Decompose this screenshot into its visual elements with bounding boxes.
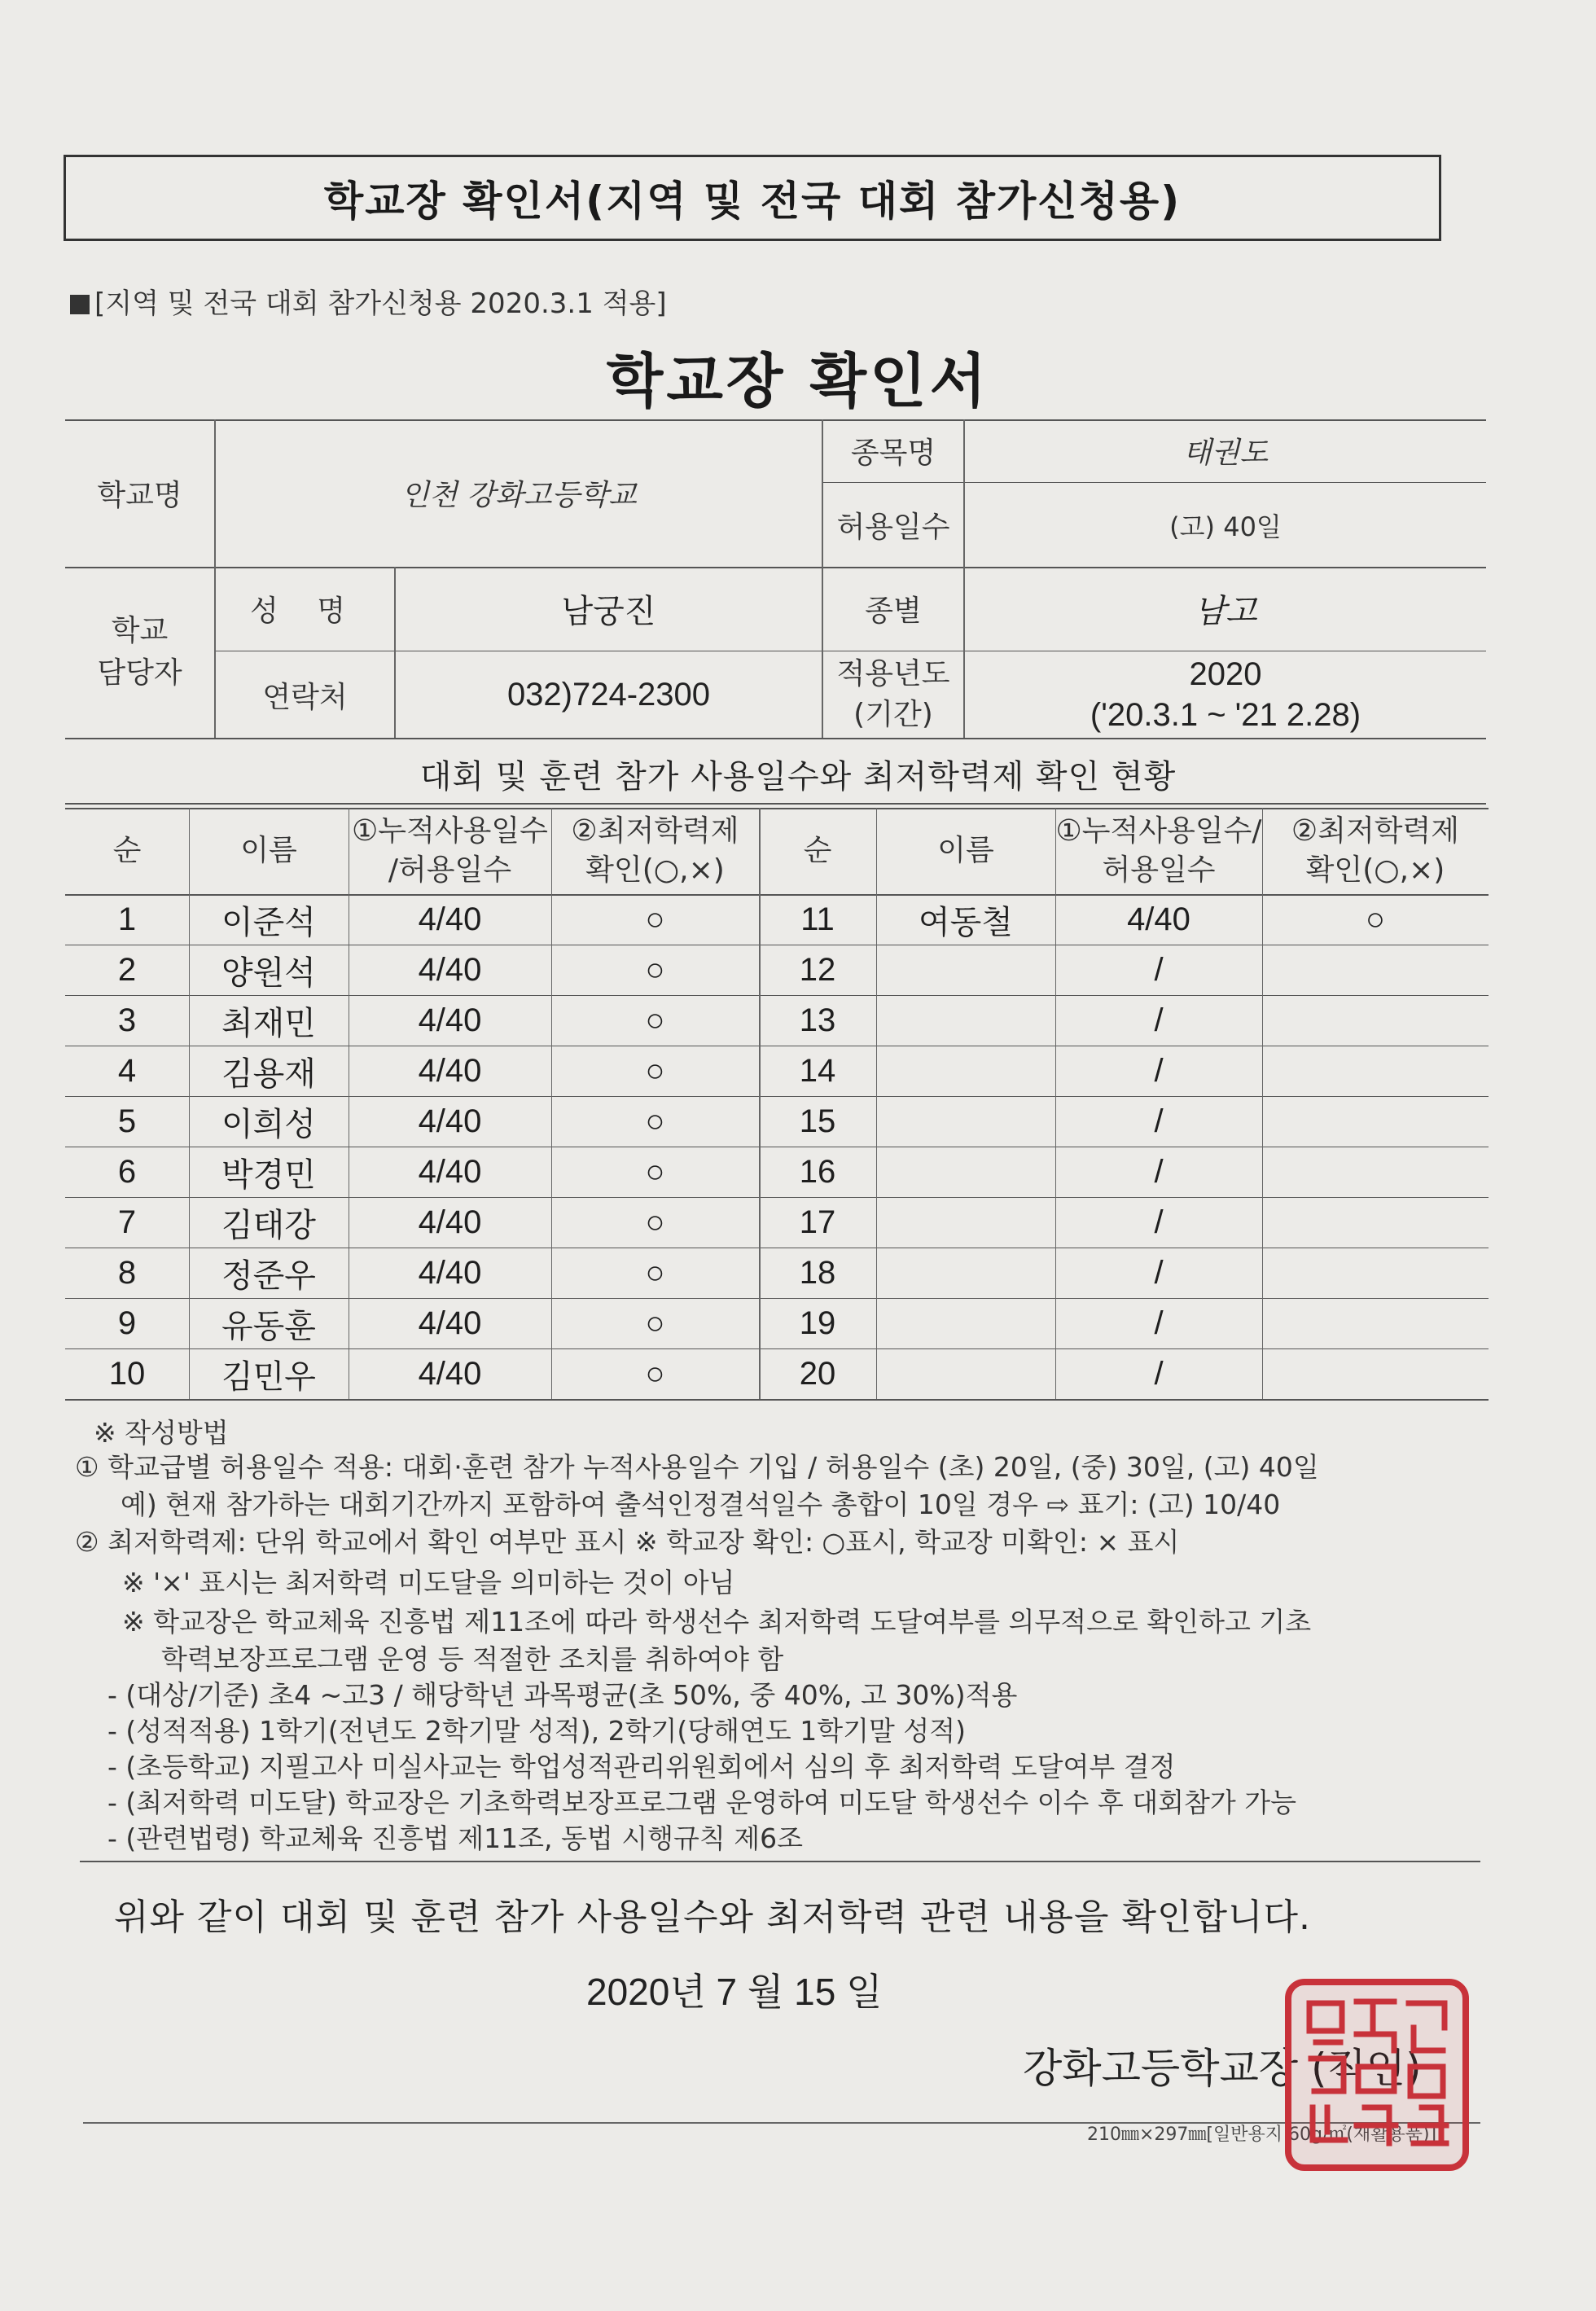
row-check <box>1262 1046 1489 1096</box>
info-line <box>65 803 1486 805</box>
row-name <box>876 1046 1055 1096</box>
gender-label: 종별 <box>865 594 922 628</box>
manager-label-line1: 학교 <box>111 614 169 647</box>
row-days: 4/40 <box>418 1204 482 1240</box>
header-no <box>65 808 189 894</box>
row-name <box>876 1298 1055 1348</box>
row-check: ○ <box>645 1002 665 1038</box>
note-line: 학력보장프로그램 운영 등 적절한 조치를 취하여야 함 <box>161 1643 784 1675</box>
row-check: ○ <box>1365 901 1386 937</box>
header-no <box>759 808 876 894</box>
row-check <box>1262 1147 1489 1197</box>
year-label-line1: 적용년도 <box>836 657 950 691</box>
row-name <box>876 1197 1055 1248</box>
manager-name-value: 남궁진 <box>561 593 656 630</box>
row-days: 4/40 <box>418 1254 482 1291</box>
year-label <box>823 651 963 738</box>
gender-value: 남고 <box>1194 593 1257 630</box>
seal-pattern-icon <box>1291 1985 1462 2164</box>
header-days-text: 허용일수 <box>1102 853 1216 887</box>
header-check-text: ②최저학력제 <box>1291 814 1460 848</box>
confirmation-date: 2020년 7 월 15 일 <box>586 1971 883 2013</box>
header-name-text: 이름 <box>937 834 994 867</box>
row-check: ○ <box>645 1052 665 1089</box>
row-name <box>876 1096 1055 1147</box>
row-check <box>1262 1298 1489 1348</box>
row-days: 4/40 <box>418 1355 482 1392</box>
header-check-text: 확인(○,×) <box>585 853 725 887</box>
note-line: - (초등학교) 지필고사 미실사교는 학업성적관리위원회에서 심의 후 최저학력 도달여부 결정 <box>107 1751 1176 1783</box>
info-line <box>65 738 1486 739</box>
row-name: 이준석 <box>221 903 316 941</box>
note-line: - (성적적용) 1학기(전년도 2학기말 성적), 2학기(당해연도 1학기말 성적) <box>107 1715 967 1747</box>
official-seal-icon <box>1285 1979 1469 2171</box>
status-table-title: 대회 및 훈련 참가 사용일수와 최저학력제 확인 현황 <box>419 758 1177 796</box>
form-subnote <box>70 281 667 321</box>
row-days: / <box>1154 1305 1164 1341</box>
row-check <box>1262 1197 1489 1248</box>
row-days: 4/40 <box>418 1002 482 1038</box>
row-no: 19 <box>799 1305 836 1341</box>
note-line: ※ '×' 표시는 최저학력 미도달을 의미하는 것이 아님 <box>122 1567 735 1598</box>
row-name: 여동철 <box>919 903 1013 941</box>
row-days: / <box>1154 1153 1164 1190</box>
row-no: 3 <box>117 1002 137 1038</box>
row-days: / <box>1154 1355 1164 1392</box>
note-line: ※ 학교장은 학교체육 진흥법 제11조에 따라 학생선수 최저학력 도달여부를 의무적으로 확인하고 기초 <box>122 1606 1312 1638</box>
principal-signature: 강화고등학교장 (직인) <box>1023 2045 1422 2092</box>
contact-value: 032)724-2300 <box>506 676 711 713</box>
row-check: ○ <box>645 1355 665 1392</box>
contact-label: 연락처 <box>262 680 348 714</box>
sport-label: 종목명 <box>850 436 936 470</box>
row-name <box>876 995 1055 1046</box>
grid-line <box>65 1399 1489 1401</box>
row-name: 유동훈 <box>221 1307 316 1345</box>
note-line: - (관련법령) 학교체육 진흥법 제11조, 동법 시행규칙 제6조 <box>107 1822 803 1854</box>
row-check: ○ <box>645 1103 665 1139</box>
allowed-days-label: 허용일수 <box>836 511 950 544</box>
header-days-text: ①누적사용일수/ <box>1055 814 1262 848</box>
row-check: ○ <box>645 1305 665 1341</box>
header-no-text: 순 <box>112 834 142 867</box>
note-line: - (대상/기준) 초4 ~고3 / 해당학년 과목평균(초 50%, 중 40%, 고 30%)적용 <box>107 1679 1018 1711</box>
header-days <box>349 808 551 894</box>
header-check-text: ②최저학력제 <box>571 814 739 848</box>
header-check <box>551 808 759 894</box>
row-days: / <box>1154 1254 1164 1291</box>
row-check: ○ <box>645 1204 665 1240</box>
row-no: 7 <box>117 1204 137 1240</box>
row-name <box>876 1147 1055 1197</box>
row-check: ○ <box>645 1254 665 1291</box>
row-check: ○ <box>645 901 665 937</box>
manager-name-label: 성 명 <box>250 594 360 628</box>
notes-heading: ※ 작성방법 <box>94 1417 229 1449</box>
row-no: 8 <box>117 1254 137 1291</box>
row-name: 김태강 <box>221 1206 316 1244</box>
subnote-text: [지역 및 전국 대회 참가신청용 2020.3.1 적용] <box>94 287 667 320</box>
document-title: 학교장 확인서 <box>606 347 990 415</box>
row-name <box>876 1248 1055 1298</box>
sport-value: 태권도 <box>1182 436 1269 470</box>
manager-label <box>65 567 214 738</box>
allowed-days-value: (고) 40일 <box>1169 511 1282 542</box>
year-label-line2: (기간) <box>853 698 933 731</box>
row-name: 김민우 <box>221 1357 316 1396</box>
header-name-text: 이름 <box>240 834 297 867</box>
row-name: 이희성 <box>221 1105 316 1143</box>
row-no: 11 <box>800 901 835 937</box>
row-no: 10 <box>108 1355 146 1392</box>
header-check-text: 확인(○,×) <box>1305 853 1445 887</box>
row-no: 18 <box>799 1254 836 1291</box>
row-no: 14 <box>799 1052 836 1089</box>
row-days: / <box>1154 951 1164 988</box>
row-days: 4/40 <box>418 951 482 988</box>
header-check <box>1262 808 1489 894</box>
row-check <box>1262 1096 1489 1147</box>
note-line: ② 최저학력제: 단위 학교에서 확인 여부만 표시 ※ 학교장 확인: ○표시, 학교장 미확인: × 표시 <box>75 1526 1180 1558</box>
row-check <box>1262 1248 1489 1298</box>
row-days: 4/40 <box>418 1052 482 1089</box>
header-no-text: 순 <box>803 834 832 867</box>
row-days: 4/40 <box>418 1305 482 1341</box>
row-name <box>876 945 1055 995</box>
row-no: 17 <box>799 1204 836 1240</box>
row-no: 5 <box>117 1103 137 1139</box>
row-no: 16 <box>799 1153 836 1190</box>
row-no: 15 <box>799 1103 836 1139</box>
row-check <box>1262 1348 1489 1399</box>
row-days: 4/40 <box>418 1153 482 1190</box>
row-check <box>1262 995 1489 1046</box>
note-line: - (최저학력 미도달) 학교장은 기초학력보장프로그램 운영하여 미도달 학생선수 이수 후 대회참가 가능 <box>107 1787 1297 1818</box>
row-name: 정준우 <box>221 1256 316 1295</box>
form-header-box: 학교장 확인서(지역 및 전국 대회 참가신청용) <box>64 155 1441 241</box>
row-check: ○ <box>645 1153 665 1190</box>
row-days: / <box>1154 1204 1164 1240</box>
note-line: ① 학교급별 허용일수 적용: 대회·훈련 참가 누적사용일수 기입 / 허용일수 (초) 20일, (중) 30일, (고) 40일 <box>75 1451 1319 1483</box>
year-value-line1: 2020 <box>1189 656 1262 692</box>
row-name: 김용재 <box>221 1055 316 1093</box>
row-no: 9 <box>117 1305 137 1341</box>
row-no: 4 <box>117 1052 137 1089</box>
row-name: 최재민 <box>221 1004 316 1042</box>
school-name-label: 학교명 <box>97 479 182 512</box>
notes-divider <box>80 1861 1480 1862</box>
row-name: 박경민 <box>221 1156 316 1194</box>
row-check <box>1262 945 1489 995</box>
row-no: 6 <box>117 1153 137 1190</box>
note-line: 예) 현재 참가하는 대회기간까지 포함하여 출석인정결석일수 총합이 10일 경우 ⇨ 표기: (고) 10/40 <box>121 1489 1281 1520</box>
header-days-text: /허용일수 <box>388 853 512 887</box>
row-days: / <box>1154 1103 1164 1139</box>
row-no: 12 <box>799 951 836 988</box>
confirmation-statement: 위와 같이 대회 및 훈련 참가 사용일수와 최저학력 관련 내용을 확인합니다. <box>114 1897 1311 1938</box>
row-no: 2 <box>117 951 137 988</box>
header-days-text: ①누적사용일수 <box>352 814 548 848</box>
row-no: 13 <box>799 1002 836 1038</box>
year-value <box>965 651 1486 738</box>
row-no: 1 <box>117 901 137 937</box>
row-days: 4/40 <box>1127 901 1190 937</box>
school-name-value: 인천 강화고등학교 <box>401 479 637 512</box>
header-name <box>876 808 1055 894</box>
row-name: 양원석 <box>221 954 316 992</box>
row-days: 4/40 <box>418 901 482 937</box>
row-days: / <box>1154 1052 1164 1089</box>
row-no: 20 <box>799 1355 836 1392</box>
header-days <box>1055 808 1262 894</box>
manager-label-line2: 담당자 <box>97 656 182 690</box>
year-value-line2: ('20.3.1 ~ '21 2.28) <box>1090 697 1361 733</box>
row-days: / <box>1154 1002 1164 1038</box>
row-check: ○ <box>645 951 665 988</box>
square-bullet-icon <box>70 295 90 314</box>
header-name <box>189 808 349 894</box>
paper-spec: 210㎜×297㎜[일반용지 60g/㎡(재활용품)] <box>1087 2125 1437 2145</box>
row-days: 4/40 <box>418 1103 482 1139</box>
row-name <box>876 1348 1055 1399</box>
